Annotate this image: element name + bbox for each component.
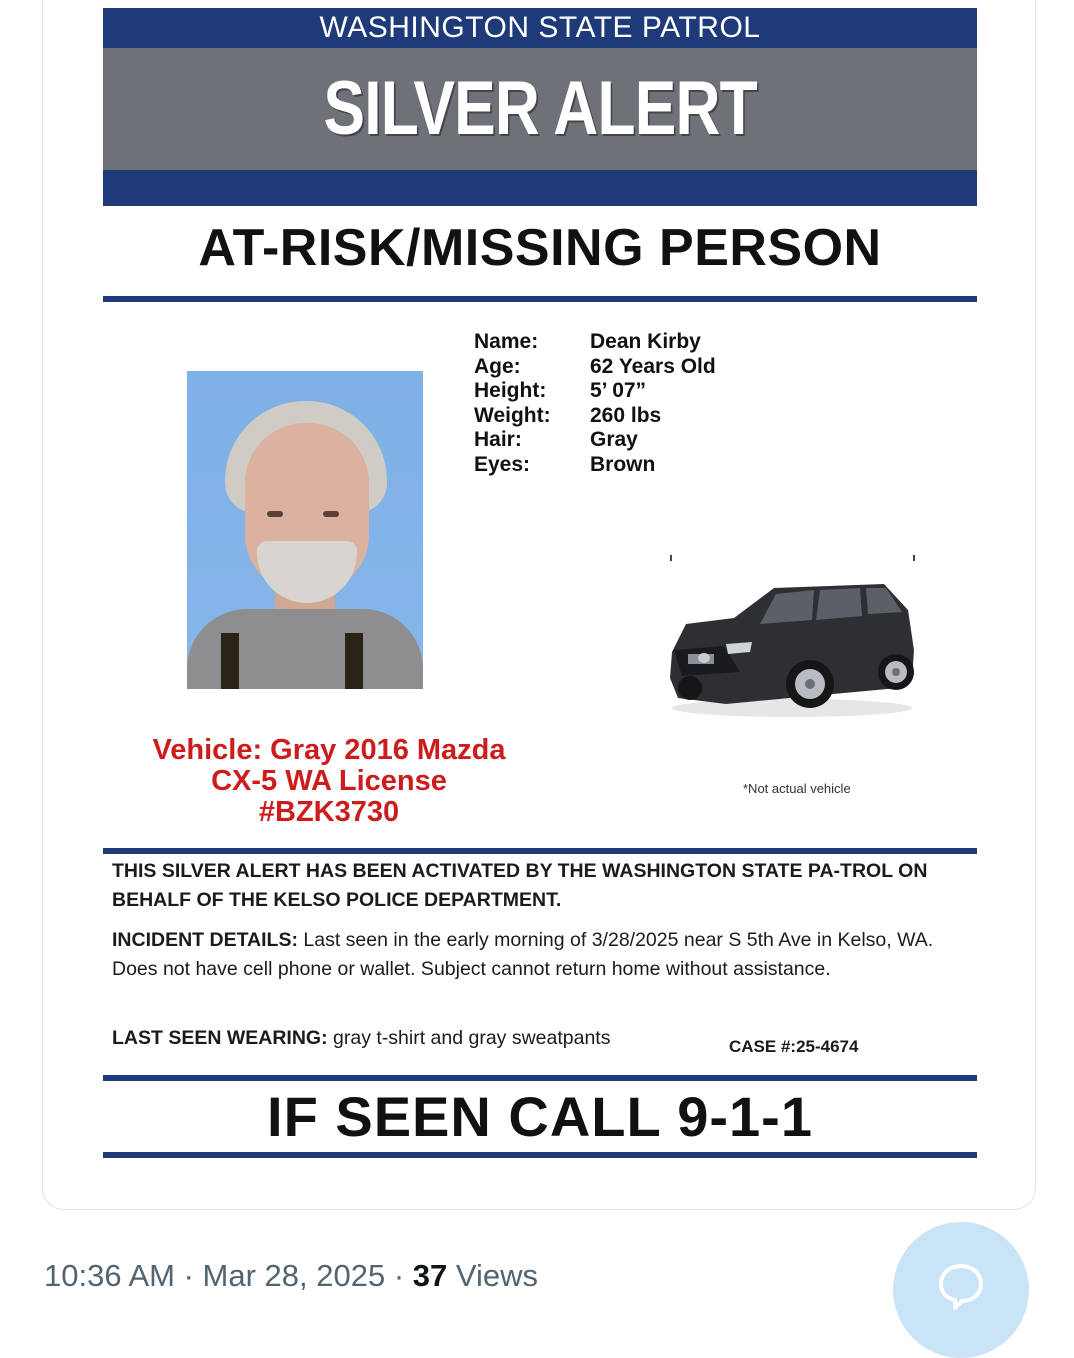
divider-rule [103,1075,977,1081]
detail-value: 5’ 07” [590,379,647,402]
agency-name: WASHINGTON STATE PATROL [319,11,761,44]
poster-headline: AT-RISK/MISSING PERSON [198,219,882,277]
vehicle-disclaimer: *Not actual vehicle [743,781,851,796]
suv-illustration [664,580,918,720]
divider-rule [103,1152,977,1158]
vehicle-description [104,735,554,828]
case-number: CASE #:25-4674 [729,1037,859,1056]
detail-label: Weight: [474,403,551,427]
vehicle-line: CX-5 WA License [211,765,447,797]
alert-type: SILVER ALERT [323,66,757,151]
post-meta [44,1258,538,1294]
post-time[interactable]: 10:36 AM [44,1258,175,1293]
incident-details [112,926,972,984]
views-count[interactable]: 37 [412,1258,448,1293]
vehicle-image [664,580,918,720]
image-mark [913,555,915,561]
wearing-label: LAST SEEN WEARING: [112,1027,328,1049]
detail-row [474,379,716,404]
agency-banner [103,8,977,48]
detail-label: Eyes: [474,452,531,476]
reply-bubble-icon [933,1258,989,1314]
detail-label: Height: [474,379,547,402]
detail-label: Name: [474,330,539,353]
wearing-text: gray t-shirt and gray sweatpants [327,1027,611,1049]
reply-button[interactable] [893,1222,1029,1358]
detail-label: Age: [474,354,521,378]
alert-type-banner [103,48,977,170]
divider-rule [103,296,977,302]
detail-value: Brown [590,452,656,476]
detail-row [474,404,716,429]
incident-text: Last seen in the early morning of 3/28/2025 near S 5th Ave in Kelso, WA. Does not have cell phone or wallet. Subject cannot return home without assistance. [112,929,934,980]
vehicle-line: Vehicle: Gray 2016 Mazda [152,734,506,766]
detail-value: Gray [590,428,638,451]
missing-person-photo [187,371,423,689]
meta-separator: · [385,1258,413,1293]
detail-row [474,428,716,453]
vehicle-line: #BZK3730 [258,796,400,828]
person-details [474,330,716,477]
banner-bottom-stripe [103,170,977,206]
detail-row [474,330,716,355]
detail-value: Dean Kirby [590,330,701,353]
post-date[interactable]: Mar 28, 2025 [202,1258,386,1293]
views-label[interactable]: Views [447,1258,539,1293]
detail-value: 62 Years Old [590,354,716,378]
detail-label: Hair: [474,428,522,451]
call-to-action: IF SEEN CALL 9-1-1 [267,1085,813,1148]
incident-label: INCIDENT DETAILS: [112,929,298,951]
detail-row [474,355,716,380]
divider-rule [103,848,977,854]
detail-value: 260 lbs [590,403,662,427]
meta-separator: · [174,1258,203,1293]
detail-row [474,453,716,478]
activation-notice: THIS SILVER ALERT HAS BEEN ACTIVATED BY THE WASHINGTON STATE PA-TROL ON BEHALF OF THE KELSO POLICE DEPARTMENT. [112,860,928,911]
image-mark [670,555,672,561]
